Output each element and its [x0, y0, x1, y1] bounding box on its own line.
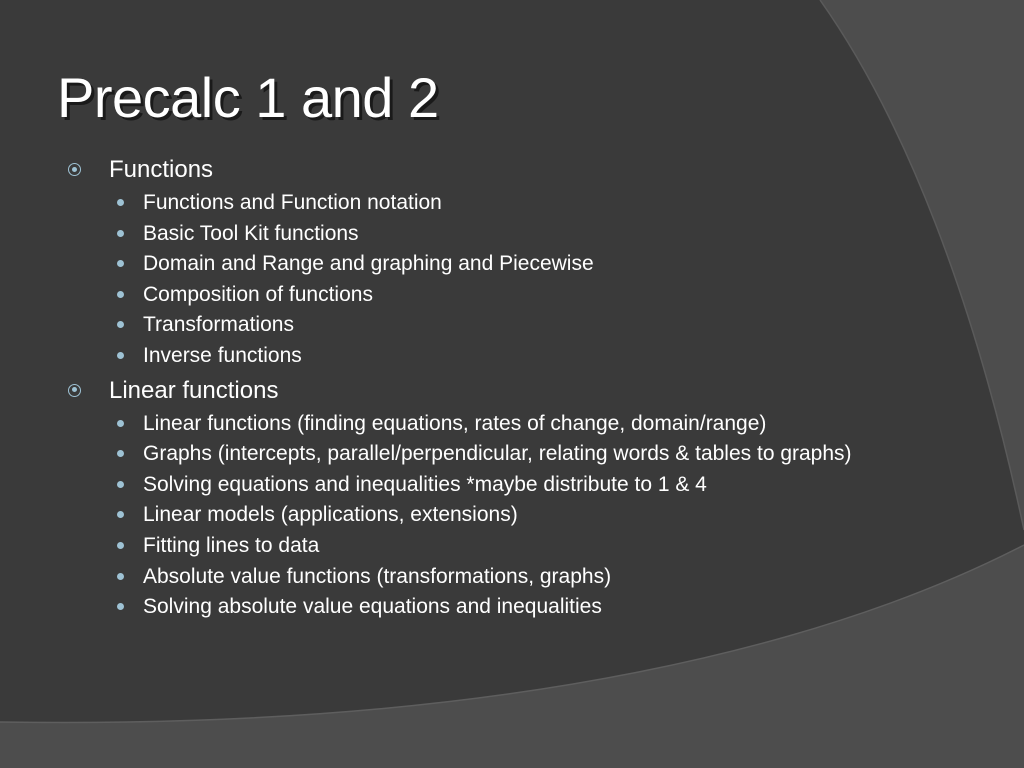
dot-icon [117, 420, 124, 427]
dot-icon [117, 291, 124, 298]
dot-icon [117, 230, 124, 237]
dot-icon [117, 573, 124, 580]
section-label: Functions [109, 156, 214, 183]
section-linear-functions [68, 375, 948, 619]
sub-bullet-item: Basic Tool Kit functions [68, 222, 948, 245]
dot-icon [117, 199, 124, 206]
sub-bullet-item: Fitting lines to data [68, 534, 948, 557]
dot-icon [117, 603, 124, 610]
dot-icon [117, 481, 124, 488]
bullet-level1 [68, 154, 948, 186]
sub-bullet-item: Solving equations and inequalities *maybe distribute to 1 & 4 [68, 473, 948, 496]
dot-icon [117, 511, 124, 518]
sub-bullet-item: Transformations [68, 313, 948, 336]
dot-icon [117, 352, 124, 359]
slide-body [68, 153, 948, 626]
section-label: Linear functions [109, 376, 279, 404]
bullet-level1 [68, 375, 948, 407]
dot-icon [117, 542, 124, 549]
sub-bullet-item: Domain and Range and graphing and Piecewise [68, 252, 948, 275]
dot-icon [117, 260, 124, 267]
sub-bullet-item: Graphs (intercepts, parallel/perpendicular, relating words & tables to graphs) [68, 442, 948, 465]
circle-dot-icon [68, 163, 81, 176]
slide-title: Precalc 1 and 2 [57, 66, 439, 129]
dot-icon [117, 321, 124, 328]
sub-bullet-list [68, 191, 948, 367]
sub-bullet-item: Functions and Function notation [68, 191, 948, 214]
dot-icon [117, 450, 124, 457]
sub-bullet-item: Composition of functions [68, 283, 948, 306]
sub-bullet-item: Linear models (applications, extensions) [68, 503, 948, 526]
circle-dot-icon [68, 384, 81, 397]
sub-bullet-item: Inverse functions [68, 344, 948, 367]
sub-bullet-item: Absolute value functions (transformations, graphs) [68, 565, 948, 588]
sub-bullet-item: Solving absolute value equations and inequalities [68, 595, 948, 618]
sub-bullet-item: Linear functions (finding equations, rates of change, domain/range) [68, 412, 948, 435]
section-functions [68, 154, 948, 367]
sub-bullet-list [68, 412, 948, 619]
